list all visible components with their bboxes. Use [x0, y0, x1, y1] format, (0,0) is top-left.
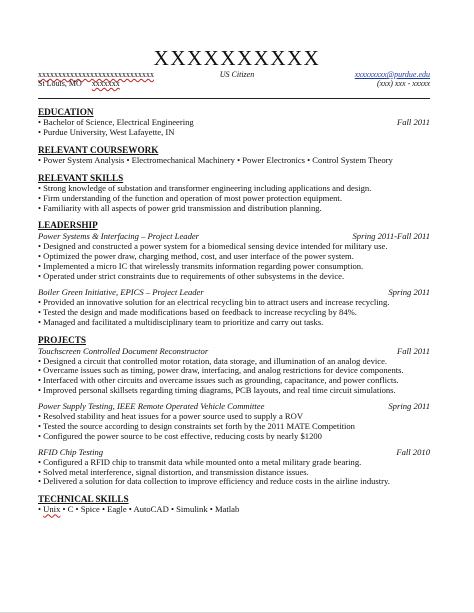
technical-section	[38, 494, 430, 515]
address-city: St Louis, MO	[38, 79, 82, 88]
leadership-entry	[38, 232, 430, 282]
resume-body	[38, 107, 430, 522]
graduation-date: Fall 2011	[396, 117, 430, 127]
technical-skills-list	[38, 505, 430, 515]
entry-bullet: • Solved metal interference, signal distortion, and transmission distance issues.	[38, 466, 309, 477]
entry-bullet: • Provided an innovative solution for an electrical recycling bin to attract users and increase recycling.	[38, 296, 390, 307]
entry-bullet: • Designed a circuit that controlled motor rotation, data storage, and illumination of an analog device.	[38, 355, 388, 366]
entry-role: RFID Chip Testing	[38, 446, 104, 457]
entry-bullet: • Overcame issues such as timing, power draw, interfacing, and analog restrictions for device components.	[38, 365, 404, 376]
skill-item: • Strong knowledge of substation and transformer engineering including applications and design.	[38, 182, 372, 193]
address-line-2	[38, 79, 154, 88]
entry-bullet: • Tested the source according to design constraints set forth by the 2011 MATE Competition	[38, 420, 355, 431]
header-divider	[38, 98, 430, 99]
skills-section	[38, 173, 430, 214]
contact-block	[355, 70, 430, 88]
address-zip: xxxxxxx	[91, 79, 120, 88]
entry-role: Power Supply Testing, IEEE Remote Operated Vehicle Committee	[38, 401, 265, 412]
email-domain: @purdue.edu	[386, 70, 430, 79]
technical-rest: • C • Spice • Eagle • AutoCAD • Simulink • Matlab	[60, 504, 240, 515]
entry-bullet: • Implemented a micro IC that wirelessly transmits information regarding power consumption.	[38, 261, 364, 272]
citizenship: US Citizen	[219, 70, 255, 79]
section-title: RELEVANT COURSEWORK	[38, 144, 159, 155]
entry-bullet: • Interfaced with other circuits and overcame issues such as grounding, capacitance, and power conflicts.	[38, 375, 399, 386]
candidate-name: XXXXXXXXXX	[153, 46, 321, 70]
section-title: LEADERSHIP	[38, 220, 98, 231]
project-entry	[38, 448, 430, 488]
entry-bullet: • Delivered a solution for data collection to improve efficiency and reduce costs in the airline industry.	[38, 476, 390, 487]
entry-bullet: • Improved personal skillsets regarding timing diagrams, PCB layouts, and real time circuit simulations.	[38, 385, 396, 396]
entry-bullet: • Optimized the power draw, charging method, cost, and user interface of the power system.	[38, 251, 354, 262]
entry-bullet: • Tested the design and made modifications based on feedback to increase recycling by 84%.	[38, 306, 357, 317]
university: • Purdue University, West Lafayette, IN	[38, 126, 175, 137]
section-title: PROJECTS	[38, 334, 86, 345]
entry-bullet: • Resolved stability and heat issues for a power source used to supply a ROV	[38, 411, 304, 422]
project-entry	[38, 402, 430, 442]
entry-bullet: • Configured a RFID chip to transmit data while mounted onto a metal military grade bearing.	[38, 456, 362, 467]
entry-bullet: • Managed and facilitated a multidisciplinary team to prioritize and carry out tasks.	[38, 316, 324, 327]
email-link[interactable]	[355, 70, 430, 79]
section-title: TECHNICAL SKILLS	[38, 494, 129, 505]
section-title: EDUCATION	[38, 107, 94, 117]
email-user: xxxxxxxxx	[354, 70, 387, 79]
technical-first: Unix	[43, 504, 61, 515]
entry-date: Fall 2011	[396, 345, 430, 356]
coursework-section	[38, 145, 430, 166]
address-line-1: xxxxxxxxxxxxxxxxxxxxxxxxxxxxx	[38, 70, 154, 79]
entry-date: Spring 2011-Fall 2011	[352, 231, 430, 242]
entry-role: Touchscreen Controlled Document Reconstructor	[38, 345, 209, 356]
entry-date: Fall 2010	[396, 446, 430, 457]
entry-role: Power Systems & Interfacing – Project Leader	[38, 231, 200, 242]
phone-number: (xxx) xxx - xxxxx	[376, 79, 430, 88]
leadership-entry	[38, 288, 430, 328]
entry-date: Spring 2011	[388, 286, 430, 297]
projects-section	[38, 335, 430, 488]
section-title: RELEVANT SKILLS	[38, 172, 124, 183]
skill-item: • Firm understanding of the function and operation of most power protection equipment.	[38, 192, 342, 203]
entry-bullet: • Operated under strict constraints due to requirements of other subsystems in the device.	[38, 271, 345, 282]
degree: • Bachelor of Science, Electrical Engineering	[38, 117, 194, 127]
entry-bullet: • Designed and constructed a power system for a biomedical sensing device intended for military use.	[38, 241, 388, 252]
technical-bullet: •	[38, 504, 42, 515]
entry-role: Boiler Green Initiative, EPICS – Project Leader	[38, 286, 204, 297]
coursework-list: • Power System Analysis • Electromechanical Machinery • Power Electronics • Control System Theory	[38, 154, 393, 165]
education-section	[38, 107, 430, 138]
education-line	[38, 128, 430, 138]
project-entry	[38, 347, 430, 397]
entry-date: Spring 2011	[388, 401, 430, 412]
entry-heading	[38, 347, 430, 357]
skill-item: • Familiarity with all aspects of power grid transmission and distribution planning.	[38, 202, 322, 213]
leadership-section	[38, 220, 430, 327]
entry-bullet: • Configured the power source to be cost effective, reducing costs by nearly $1200	[38, 430, 322, 441]
